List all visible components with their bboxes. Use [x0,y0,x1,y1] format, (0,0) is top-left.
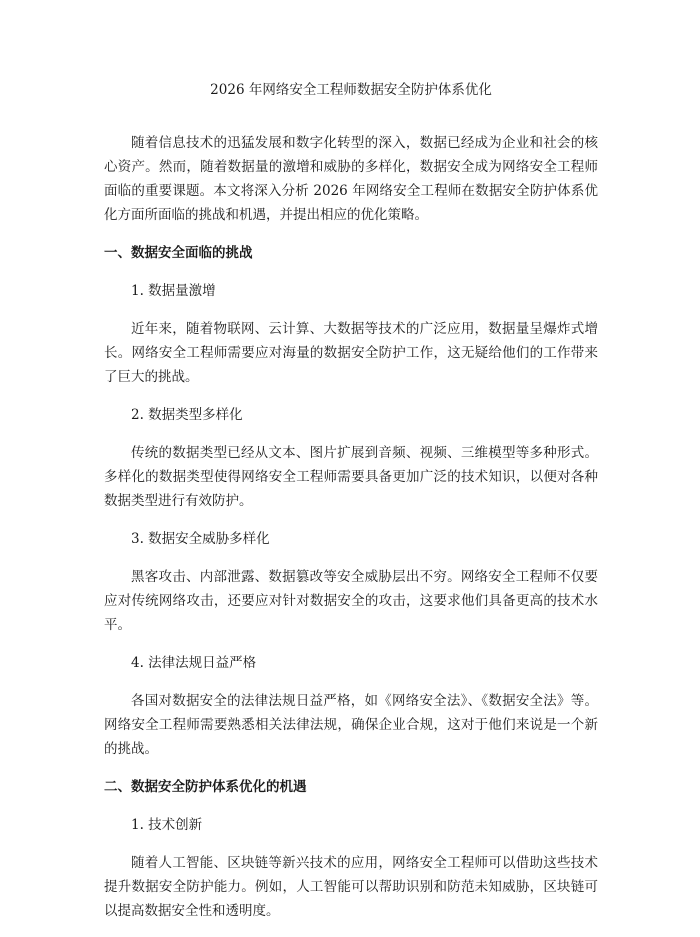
subheading-threats: 3. 数据安全威胁多样化 [131,531,270,547]
document-title: 2026 年网络安全工程师数据安全防护体系优化 [210,82,492,98]
paragraph-data-volume: 近年来，随着物联网、云计算、大数据等技术的广泛应用，数据量呈爆炸式增长。网络安全工程师需要应对海量的数据安全防护工作，这无疑给他们的工作带来了巨大的挑战。 [104,321,598,385]
paragraph-tech-innovation: 随着人工智能、区块链等新兴技术的应用，网络安全工程师可以借助这些技术提升数据安全防护能力。例如，人工智能可以帮助识别和防范未知威胁，区块链可以提高数据安全性和透明度。 [104,855,598,919]
section-heading-challenges: 一、数据安全面临的挑战 [104,245,253,261]
document-body [104,131,598,937]
paragraph-regulations: 各国对数据安全的法律法规日益严格，如《网络安全法》、《数据安全法》等。网络安全工程师需要熟悉相关法律法规，确保企业合规，这对于他们来说是一个新的挑战。 [104,693,598,757]
intro-paragraph: 随着信息技术的迅猛发展和数字化转型的深入，数据已经成为企业和社会的核心资产。然而，随着数据量的激增和威胁的多样化，数据安全成为网络安全工程师面临的重要课题。本文将深入分析 2026 年网络安全工程师在数据安全防护体系优化方面所面临的挑战和机遇，并提出相应的优化策略。 [104,135,598,223]
subheading-data-types: 2. 数据类型多样化 [131,407,243,423]
paragraph-data-types: 传统的数据类型已经从文本、图片扩展到音频、视频、三维模型等多种形式。多样化的数据类型使得网络安全工程师需要具备更加广泛的技术知识，以便对各种数据类型进行有效防护。 [104,445,598,509]
subheading-data-volume: 1. 数据量激增 [131,283,216,299]
subheading-regulations: 4. 法律法规日益严格 [131,655,257,671]
section-heading-opportunities: 二、数据安全防护体系优化的机遇 [104,779,307,795]
paragraph-threats: 黑客攻击、内部泄露、数据篡改等安全威胁层出不穷。网络安全工程师不仅要应对传统网络攻击，还要应对针对数据安全的攻击，这要求他们具备更高的技术水平。 [104,569,598,633]
subheading-tech-innovation: 1. 技术创新 [131,817,203,833]
